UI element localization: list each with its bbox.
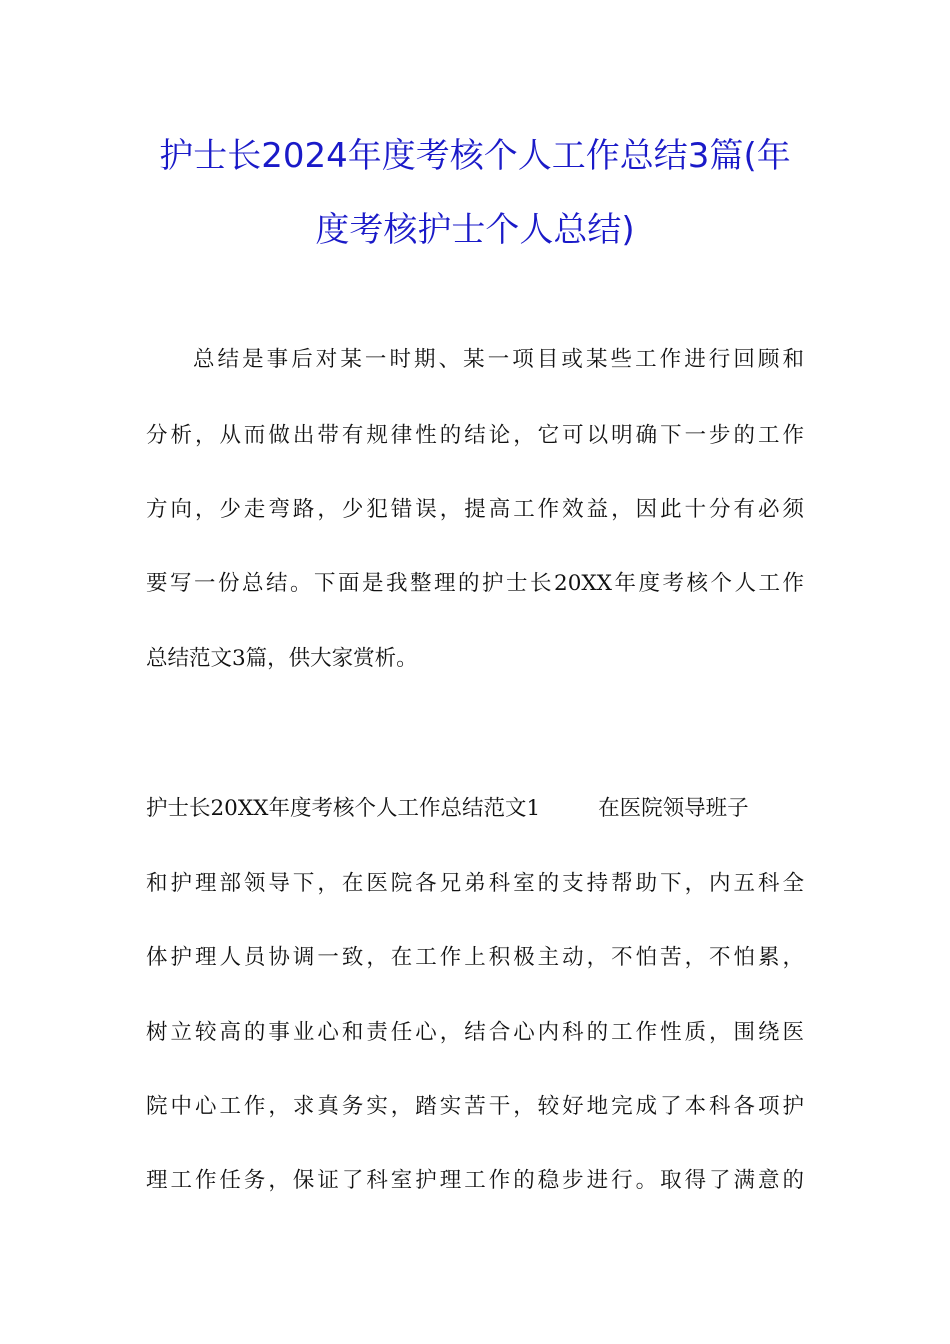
- section-1-line: 树立较高的事业心和责任心，结合心内科的工作性质，围绕医: [146, 1020, 804, 1045]
- intro-line: 分析，从而做出带有规律性的结论，它可以明确下一步的工作: [146, 423, 804, 448]
- section-1-heading: 护士长20XX年度考核个人工作总结范文1: [146, 796, 541, 821]
- intro-line: 总结范文3篇，供大家赏析。: [146, 646, 418, 671]
- section-1-line: 和护理部领导下，在医院各兄弟科室的支持帮助下，内五科全: [146, 871, 804, 896]
- document-title-line-1: 护士长2024年度考核个人工作总结3篇(年: [159, 136, 791, 176]
- section-1-line: 理工作任务，保证了科室护理工作的稳步进行。取得了满意的: [146, 1168, 804, 1193]
- intro-line: 总结是事后对某一时期、某一项目或某些工作进行回顾和: [193, 347, 804, 372]
- section-1-line: 院中心工作，求真务实，踏实苦干，较好地完成了本科各项护: [146, 1094, 804, 1119]
- document-title-line-2: 度考核护士个人总结): [315, 210, 635, 250]
- section-1-line: 体护理人员协调一致，在工作上积极主动，不怕苦，不怕累，: [146, 945, 804, 970]
- section-1-first-line: [146, 795, 749, 823]
- intro-line: 要写一份总结。下面是我整理的护士长20XX年度考核个人工作: [146, 571, 804, 596]
- intro-line: 方向，少走弯路，少犯错误，提高工作效益，因此十分有必须: [146, 497, 804, 522]
- section-1-first-line-text: 在医院领导班子: [598, 796, 749, 821]
